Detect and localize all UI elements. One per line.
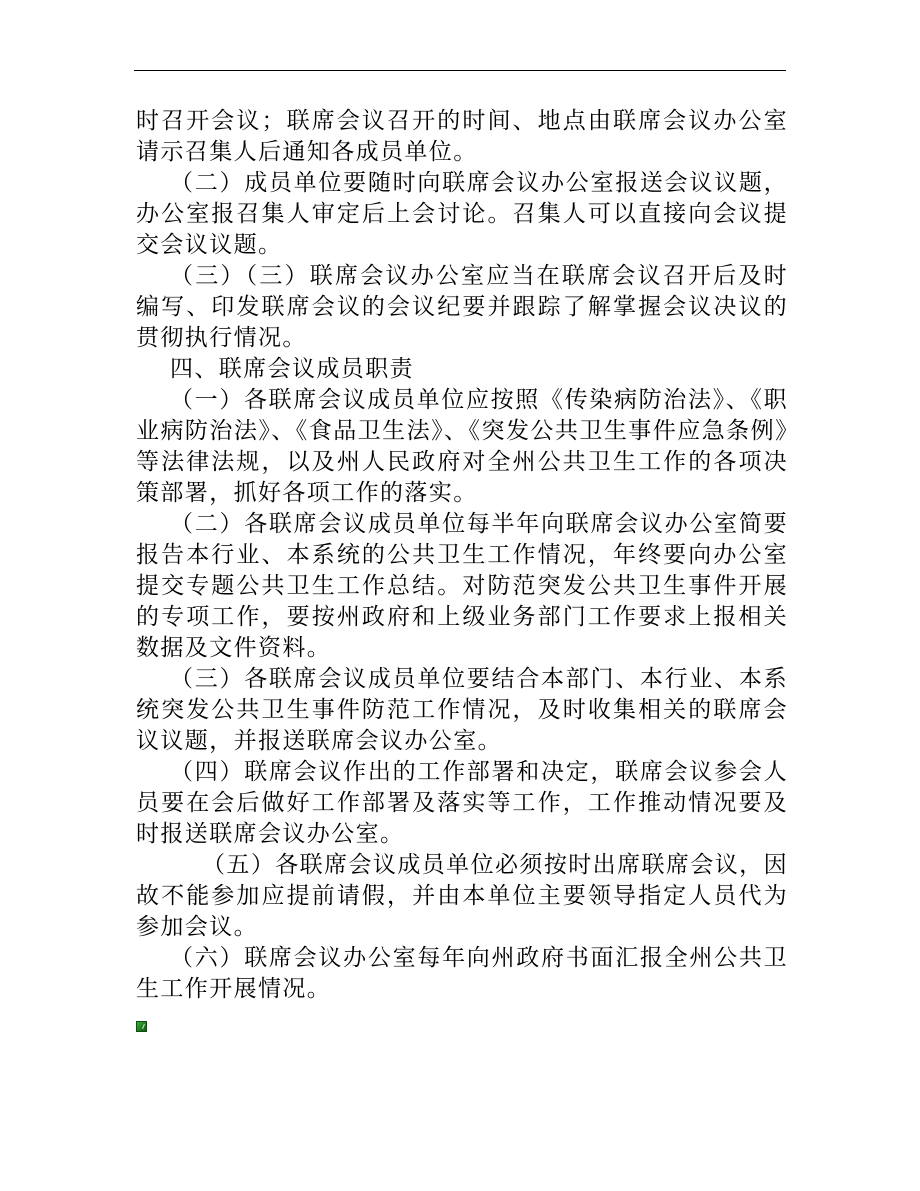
paragraph-meeting-minutes: （三）（三）联席会议办公室应当在联席会议召开后及时编写、印发联席会议的会议纪要并跟踪了解掌握会议决议的贯彻执行情况。 <box>136 263 788 351</box>
paragraph-submit-topics: （二）成员单位要随时向联席会议办公室报送会议议题，办公室报召集人审定后上会讨论。召集人可以直接向会议提交会议议题。 <box>136 170 788 258</box>
paragraph-meeting-notice: 时召开会议；联席会议召开的时间、地点由联席会议办公室请示召集人后通知各成员单位。 <box>136 108 788 165</box>
section-heading-member-duties: 四、联席会议成员职责 <box>170 356 414 382</box>
green-bullet-icon <box>136 1021 147 1032</box>
paragraph-duty-4: （四）联席会议作出的工作部署和决定，联席会议参会人员要在会后做好工作部署及落实等工作，工作推动情况要及时报送联席会议办公室。 <box>136 759 788 847</box>
paragraph-duty-6: （六）联席会议办公室每年向州政府书面汇报全州公共卫生工作开展情况。 <box>136 945 788 1002</box>
paragraph-duty-2: （二）各联席会议成员单位每半年向联席会议办公室简要报告本行业、本系统的公共卫生工作情况，年终要向办公室提交专题公共卫生工作总结。对防范突发公共卫生事件开展的专项工作，要按州政府和上级业务部门工作要求上报相关数据及文件资料。 <box>136 511 788 661</box>
document-body <box>136 106 788 1005</box>
header-rule <box>134 70 786 71</box>
paragraph-duty-3: （三）各联席会议成员单位要结合本部门、本行业、本系统突发公共卫生事件防范工作情况，及时收集相关的联席会议议题，并报送联席会议办公室。 <box>136 666 788 754</box>
paragraph-duty-5: （五）各联席会议成员单位必须按时出席联席会议，因故不能参加应提前请假，并由本单位主要领导指定人员代为参加会议。 <box>136 852 788 940</box>
paragraph-duty-1: （一）各联席会议成员单位应按照《传染病防治法》、《职业病防治法》、《食品卫生法》、《突发公共卫生事件应急条例》等法律法规，以及州人民政府对全州公共卫生工作的各项决策部署，抓好各项工作的落实。 <box>136 387 788 506</box>
